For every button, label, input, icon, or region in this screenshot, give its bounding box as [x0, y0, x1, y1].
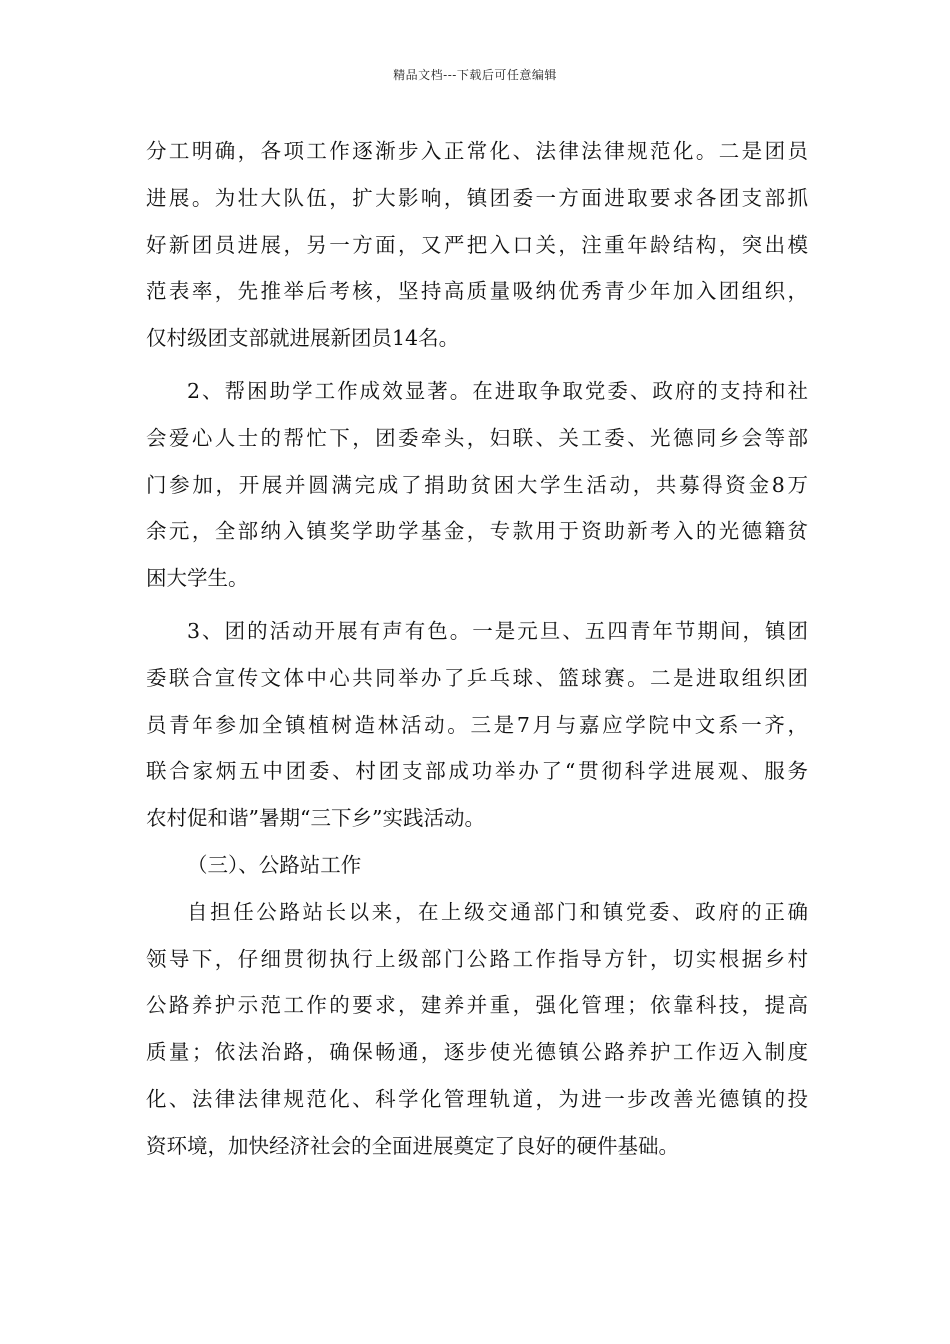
text-line: 自担任公路站长以来，在上级交通部门和镇党委、政府的正确: [187, 899, 808, 924]
text-line: 余元，全部纳入镇奖学助学基金，专款用于资助新考入的光德籍贫: [146, 519, 808, 544]
text-line: 范表率，先推举后考核，坚持高质量吸纳优秀青少年加入团组织，: [146, 279, 808, 304]
text-line: 进展。为壮大队伍，扩大影响，镇团委一方面进取要求各团支部抓: [146, 185, 808, 210]
text-line: 分工明确，各项工作逐渐步入正常化、法律法律规范化。二是团员: [146, 139, 808, 163]
text-line: 好新团员进展，另一方面，又严把入口关，注重年龄结构，突出模: [146, 232, 808, 257]
text-line: 3、团的活动开展有声有色。一是元旦、五四青年节期间，镇团: [187, 618, 808, 643]
text-line: 员青年参加全镇植树造林活动。三是7月与嘉应学院中文系一齐，: [146, 712, 808, 737]
text-line: 资环境，加快经济社会的全面进展奠定了良好的硬件基础。: [146, 1133, 679, 1158]
text-line: 会爱心人士的帮忙下，团委牵头，妇联、关工委、光德同乡会等部: [146, 425, 808, 450]
text-line: 仅村级团支部就进展新团员14名。: [146, 326, 460, 351]
text-line: 公路养护示范工作的要求，建养并重，强化管理；依靠科技，提高: [146, 993, 808, 1018]
text-line: 联合家炳五中团委、村团支部成功举办了“贯彻科学进展观、服务: [146, 759, 808, 784]
text-line: 委联合宣传文体中心共同举办了乒乓球、篮球赛。二是进取组织团: [146, 665, 808, 690]
page-header: 精品文档---下载后可任意编辑: [393, 68, 557, 82]
text-line: 化、法律法律规范化、科学化管理轨道，为进一步改善光德镇的投: [146, 1086, 808, 1111]
text-line: 质量；依法治路，确保畅通，逐步使光德镇公路养护工作迈入制度: [146, 1040, 808, 1065]
text-line: 领导下，仔细贯彻执行上级部门公路工作指导方针，切实根据乡村: [146, 946, 808, 971]
document-body: [146, 128, 808, 1170]
text-line: 2、帮困助学工作成效显著。在进取争取党委、政府的支持和社: [187, 378, 808, 403]
text-line: 农村促和谐”暑期“三下乡”实践活动。: [146, 806, 485, 831]
text-line: 门参加，开展并圆满完成了捐助贫困大学生活动，共募得资金8万: [146, 472, 808, 497]
section-heading: （三）、公路站工作: [187, 852, 362, 877]
text-line: 困大学生。: [146, 566, 249, 591]
